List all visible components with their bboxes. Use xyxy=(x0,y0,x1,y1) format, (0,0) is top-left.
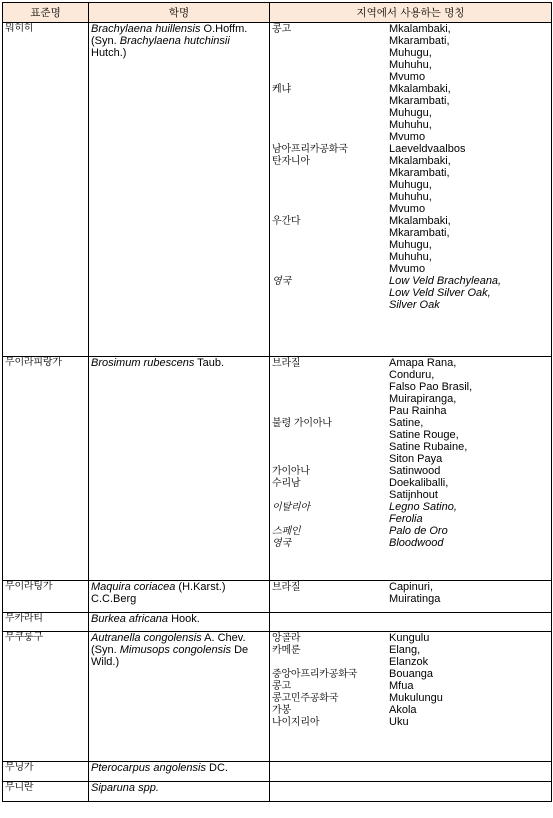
country-label: 영국 xyxy=(272,276,291,287)
header-standard-name: 표준명 xyxy=(3,3,89,23)
standard-name-cell: 무이라피랑가 xyxy=(3,357,89,581)
timber-names-table xyxy=(2,2,552,802)
standard-name-cell: 무카라티 xyxy=(3,613,89,632)
scientific-name-cell xyxy=(89,782,270,802)
country-label: 브라질 xyxy=(272,582,301,593)
local-name: Satine Rubaine, xyxy=(389,441,468,453)
local-name-list xyxy=(389,143,549,215)
region-group xyxy=(272,275,549,311)
local-name: Satijnhout xyxy=(389,489,438,501)
local-name: Mvumo xyxy=(389,203,426,215)
scientific-name-part: Brachylaena hutchinsii xyxy=(119,35,230,47)
scientific-name-cell xyxy=(89,762,270,782)
local-name: Muiratinga xyxy=(389,593,441,605)
region-group xyxy=(272,357,549,417)
scientific-name-cell xyxy=(89,23,270,357)
region-group xyxy=(272,525,549,550)
local-name: Mkalambaki, xyxy=(389,23,451,35)
standard-name-cell: 무니란 xyxy=(3,782,89,802)
local-name: Siton Paya xyxy=(389,453,443,465)
country-label: 이탈리아 xyxy=(272,502,310,513)
local-name: Muhuhu, xyxy=(389,191,432,203)
local-name: Mkarambati, xyxy=(389,227,450,239)
standard-name-cell: 무쿠룽구 xyxy=(3,632,89,762)
local-names-cell xyxy=(270,613,552,632)
table-row xyxy=(3,357,552,581)
local-name: Muhugu, xyxy=(389,47,432,59)
scientific-name-part: (H.Karst.) C.C.Berg xyxy=(91,581,226,605)
local-name: Satine Rouge, xyxy=(389,429,459,441)
local-names-cell xyxy=(270,632,552,762)
local-name: Mkalambaki, xyxy=(389,83,451,95)
scientific-name-part: Siparuna spp. xyxy=(91,782,159,794)
scientific-name-cell xyxy=(89,632,270,762)
local-name: Bouanga xyxy=(389,668,434,680)
header-local-names: 지역에서 사용하는 명칭 xyxy=(270,3,552,23)
table-row xyxy=(3,581,552,613)
local-name: Satine, xyxy=(389,417,424,429)
standard-name-cell: 무닝가 xyxy=(3,762,89,782)
local-name: Elang, xyxy=(389,644,421,656)
local-name-list xyxy=(389,215,549,275)
local-name-list xyxy=(389,275,549,311)
local-names-cell xyxy=(270,762,552,782)
country-label: 케냐 xyxy=(272,84,291,95)
local-name-list xyxy=(389,357,549,417)
country-label: 불령 가이아나 xyxy=(272,418,332,429)
table-row xyxy=(3,782,552,802)
local-name: Elanzok xyxy=(389,656,429,668)
local-name: Mkalambaki, xyxy=(389,215,451,227)
table-row xyxy=(3,762,552,782)
scientific-name-part: O.Hoffm. xyxy=(200,23,248,35)
country-label: 남아프리카공화국 탄자니아 xyxy=(272,144,348,167)
local-name: Capinuri, xyxy=(389,581,434,593)
country-label: 가이아나 수리남 xyxy=(272,466,310,489)
local-name: Mkarambati, xyxy=(389,35,450,47)
local-name: Amapa Rana, xyxy=(389,357,457,369)
scientific-name-cell xyxy=(89,581,270,613)
local-name-list xyxy=(389,417,549,465)
local-name: Mkarambati, xyxy=(389,95,450,107)
local-names-cell xyxy=(270,581,552,613)
scientific-name-cell xyxy=(89,357,270,581)
local-name: Muhugu, xyxy=(389,179,432,191)
region-group xyxy=(272,501,549,525)
local-name: Falso Pao Brasil, xyxy=(389,381,473,393)
region-group xyxy=(272,215,549,275)
scientific-name-part: Pterocarpus angolensis xyxy=(91,762,206,774)
country-label: 브라질 xyxy=(272,358,301,369)
header-scientific-name: 학명 xyxy=(89,3,270,23)
local-name-list xyxy=(389,83,549,143)
scientific-name-cell xyxy=(89,613,270,632)
scientific-name-part: A. Chev. (Syn. xyxy=(91,632,246,656)
scientific-name-part: Brachylaena huillensis xyxy=(91,23,201,35)
scientific-name-part: DC. xyxy=(205,762,228,774)
scientific-name-part: Maquira coriacea xyxy=(91,581,176,593)
scientific-name-part: (Syn. xyxy=(91,35,117,47)
local-name-list xyxy=(389,501,549,525)
country-label: 스페인 영국 xyxy=(272,526,301,549)
local-name: Mvumo xyxy=(389,263,426,275)
local-name: Kungulu xyxy=(389,632,430,644)
scientific-name-part: Autranella congolensis xyxy=(91,632,202,644)
local-name: Legno Satino, xyxy=(389,501,457,513)
local-names-cell xyxy=(270,782,552,802)
local-name: Mukulungu xyxy=(389,692,443,704)
local-name-list xyxy=(389,581,549,605)
local-name-list xyxy=(389,632,549,729)
local-name: Laeveldvaalbos xyxy=(389,143,466,155)
country-label: 앙골라 카메룬 중앙아프리카공화국 콩고 콩고민주공화국 가봉 나이지리아 xyxy=(272,633,358,728)
country-label: 콩고 xyxy=(272,24,291,35)
local-name: Mkarambati, xyxy=(389,167,450,179)
local-name: Bloodwood xyxy=(389,537,444,549)
local-name: Akola xyxy=(389,704,417,716)
scientific-name-part: Brosimum rubescens xyxy=(91,357,195,369)
local-name: Muhuhu, xyxy=(389,59,432,71)
scientific-name-part: Mimusops congolensis xyxy=(119,644,232,656)
region-group xyxy=(272,83,549,143)
local-names-cell xyxy=(270,357,552,581)
local-name: Conduru, xyxy=(389,369,435,381)
local-name: Mvumo xyxy=(389,71,426,83)
scientific-name-part: Burkea africana xyxy=(91,613,169,625)
local-name: Uku xyxy=(389,716,409,728)
local-name: Muirapiranga, xyxy=(389,393,457,405)
region-group xyxy=(272,417,549,465)
local-name-list xyxy=(389,525,549,550)
region-group xyxy=(272,632,549,729)
local-name: Satinwood xyxy=(389,465,441,477)
local-name-list xyxy=(389,465,549,501)
local-name: Low Veld Brachyleana, xyxy=(389,275,502,287)
local-name: Muhuhu, xyxy=(389,251,432,263)
table-row xyxy=(3,632,552,762)
scientific-name-part: Hutch.) xyxy=(91,47,127,59)
local-name: Muhugu, xyxy=(389,107,432,119)
local-name: Mvumo xyxy=(389,131,426,143)
region-group xyxy=(272,23,549,83)
region-group xyxy=(272,465,549,501)
local-name: Silver Oak xyxy=(389,299,440,311)
local-name: Pau Rainha xyxy=(389,405,447,417)
local-name: Low Veld Silver Oak, xyxy=(389,287,491,299)
header-row xyxy=(3,3,552,23)
region-group xyxy=(272,581,549,605)
local-name: Doekaliballi, xyxy=(389,477,449,489)
scientific-name-part: De Wild.) xyxy=(91,644,249,668)
local-name: Palo de Oro xyxy=(389,525,448,537)
local-name: Mkalambaki, xyxy=(389,155,451,167)
standard-name-cell: 뭐히히 xyxy=(3,23,89,357)
local-name: Mfua xyxy=(389,680,414,692)
local-name-list xyxy=(389,23,549,83)
local-name: Muhugu, xyxy=(389,239,432,251)
scientific-name-part: Taub. xyxy=(194,357,225,369)
country-label: 우간다 xyxy=(272,216,301,227)
table-row xyxy=(3,613,552,632)
local-names-cell xyxy=(270,23,552,357)
local-name: Muhuhu, xyxy=(389,119,432,131)
table-row xyxy=(3,23,552,357)
region-group xyxy=(272,143,549,215)
standard-name-cell: 무이라팅가 xyxy=(3,581,89,613)
scientific-name-part: Hook. xyxy=(168,613,200,625)
local-name: Ferolia xyxy=(389,513,423,525)
